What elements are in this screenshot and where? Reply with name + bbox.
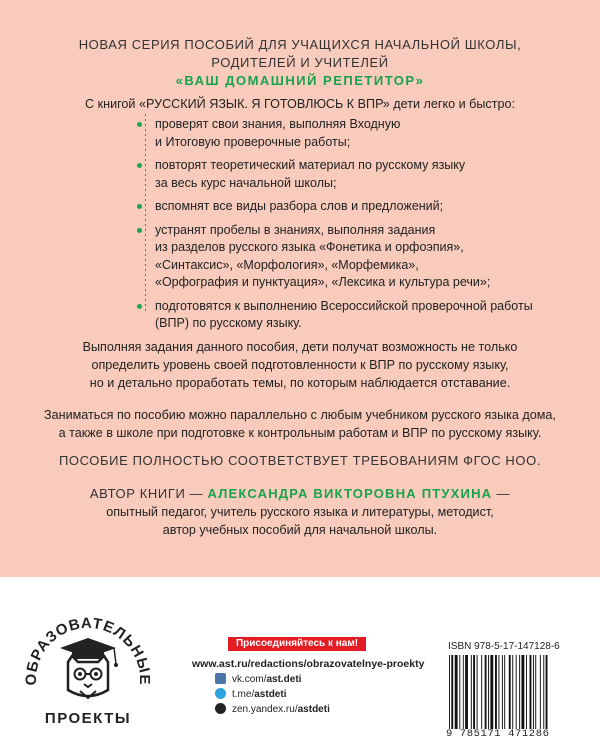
header-line-1: НОВАЯ СЕРИЯ ПОСОБИЙ ДЛЯ УЧАЩИХСЯ НАЧАЛЬНОЙ ШКОЛЫ,: [78, 37, 522, 52]
telegram-icon: [215, 688, 226, 699]
author-dash: —: [496, 486, 511, 501]
logo-bottom-text: ПРОЕКТЫ: [44, 710, 132, 727]
join-banner: Присоединяйтесь к нам!: [228, 637, 366, 651]
barcode-bar: [502, 655, 503, 729]
barcode-bar: [465, 655, 468, 729]
list-item: проверят свои знания, выполняя Входную и Итоговую проверочные работы;: [133, 116, 533, 151]
author-name: АЛЕКСАНДРА ВИКТОРОВНА ПТУХИНА: [207, 486, 493, 501]
barcode-bar: [449, 655, 450, 729]
logo-arc-text: ОБРАЗОВАТЕЛЬНЫЕ: [22, 614, 154, 686]
fgos-statement: ПОСОБИЕ ПОЛНОСТЬЮ СООТВЕТСТВУЕТ ТРЕБОВАНИЯМ ФГОС НОО.: [58, 453, 542, 468]
author-prefix: АВТОР КНИГИ —: [89, 486, 204, 501]
author-block: [0, 485, 600, 539]
list-item: вспомнят все виды разбора слов и предложений;: [133, 198, 533, 216]
barcode-bar: [530, 655, 532, 729]
zen-icon: [215, 703, 226, 714]
list-item: повторят теоретический материал по русскому языку за весь курс начальной школы;: [133, 157, 533, 192]
barcode-bar: [473, 655, 475, 729]
barcode-bar: [521, 655, 524, 729]
social-link-zen[interactable]: zen.yandex.ru/astdeti: [215, 703, 330, 715]
barcode-bar: [455, 655, 458, 729]
barcode-bar: [540, 655, 541, 729]
barcode-bar: [546, 655, 548, 729]
author-bio-2: автор учебных пособий для начальной школы.: [162, 523, 438, 537]
barcode-bar: [516, 655, 517, 729]
barcode-bar: [526, 655, 527, 729]
intro-text: С книгой «РУССКИЙ ЯЗЫК. Я ГОТОВЛЮСЬ К ВПР» дети легко и быстро:: [85, 97, 515, 111]
series-header: [0, 36, 600, 90]
barcode-bar: [490, 655, 493, 729]
vk-icon: [215, 673, 226, 684]
paragraph-usage: Заниматься по пособию можно параллельно с любым учебником русского языка дома, а также в школе при подготовке к контрольным работам и ВПР по русскому языку.: [44, 408, 556, 440]
publisher-logo: [18, 598, 158, 738]
barcode: [447, 655, 585, 729]
series-name: «ВАШ ДОМАШНИЙ РЕПЕТИТОР»: [175, 73, 425, 88]
barcode-bar: [533, 655, 534, 729]
barcode-bar: [504, 655, 505, 729]
barcode-bar: [509, 655, 511, 729]
list-item: подготовятся к выполнению Всероссийской проверочной работы (ВПР) по русскому языку.: [133, 298, 533, 333]
publisher-url[interactable]: www.ast.ru/redactions/obrazovatelnye-proekty: [192, 658, 425, 670]
barcode-bar: [488, 655, 489, 729]
isbn-text: ISBN 978-5-17-147128-6: [448, 641, 560, 652]
barcode-bar: [459, 655, 460, 729]
barcode-bar: [463, 655, 464, 729]
barcode-bar: [451, 655, 453, 729]
barcode-bar: [498, 655, 499, 729]
benefits-list: [133, 116, 533, 339]
social-link-telegram[interactable]: t.me/astdeti: [215, 688, 286, 700]
cat-scholar-icon: [60, 638, 118, 698]
barcode-bar: [481, 655, 482, 729]
barcode-bar: [485, 655, 487, 729]
header-line-2: РОДИТЕЛЕЙ И УЧИТЕЛЕЙ: [211, 55, 389, 70]
barcode-bar: [535, 655, 536, 729]
barcode-bar: [477, 655, 478, 729]
list-item: устранят пробелы в знаниях, выполняя задания из разделов русского языка «Фонетика и орфоэпия», «Синтаксис», «Морфология», «Морфемика», «Орфография и пунктуация», «Лексика и культура речи»;: [133, 222, 533, 292]
barcode-bar: [471, 655, 472, 729]
social-link-vk[interactable]: vk.com/ast.deti: [215, 673, 301, 685]
barcode-bar: [512, 655, 513, 729]
paragraph-outcome: Выполняя задания данного пособия, дети получат возможность не только определить уровень своей подготовленности к ВПР по русскому языку, но и детально проработать темы, по которым наблюдается отставание.: [82, 340, 518, 390]
author-bio-1: опытный педагог, учитель русского языка и литературы, методист,: [106, 505, 494, 519]
barcode-bar: [543, 655, 544, 729]
barcode-digits: 9 785171 471286: [446, 728, 550, 740]
barcode-bar: [519, 655, 520, 729]
barcode-bar: [495, 655, 497, 729]
